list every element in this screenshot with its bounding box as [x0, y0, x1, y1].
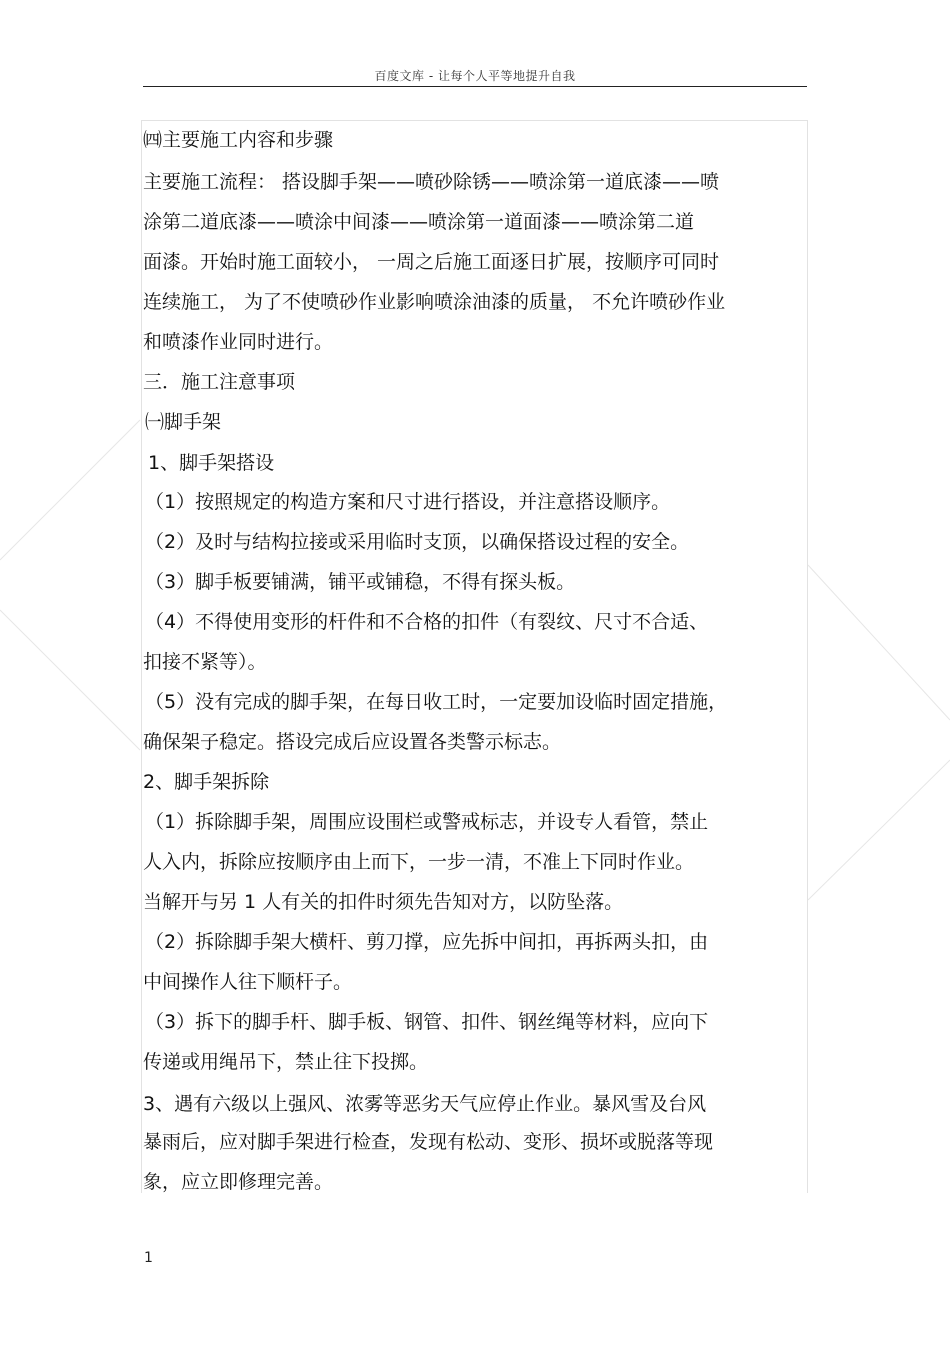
- list-item: （3）拆下的脚手杆、脚手板、钢管、扣件、钢丝绳等材料，应向下: [145, 1011, 709, 1033]
- paragraph-line: 象，应立即修理完善。: [143, 1171, 334, 1193]
- page-header: 百度文库 - 让每个人平等地提升自我: [374, 69, 576, 83]
- list-item: （3）脚手板要铺满，铺平或铺稳，不得有探头板。: [145, 571, 576, 593]
- list-item-continuation: 扣接不紧等）。: [143, 651, 267, 673]
- list-item-continuation: 人入内，拆除应按顺序由上而下，一步一清，不准上下同时作业。: [143, 851, 695, 873]
- list-item-continuation: 传递或用绳吊下，禁止往下投掷。: [143, 1051, 429, 1073]
- list-item: （2）及时与结构拉接或采用临时支顶，以确保搭设过程的安全。: [145, 531, 690, 553]
- page-number: 1: [144, 1250, 153, 1266]
- section-heading-precautions: 三．施工注意事项: [143, 371, 296, 393]
- item-heading-scaffold-removal: 2、脚手架拆除: [143, 771, 270, 793]
- paragraph-line: 涂第二道底漆——喷涂中间漆——喷涂第一道面漆——喷涂第二道: [143, 211, 695, 233]
- list-item: （1）按照规定的构造方案和尺寸进行搭设，并注意搭设顺序。: [145, 491, 671, 513]
- paragraph-line: 连续施工， 为了不使喷砂作业影响喷涂油漆的质量， 不允许喷砂作业: [143, 291, 726, 313]
- watermark-line-left-upper: [0, 420, 140, 560]
- paragraph-line: 和喷漆作业同时进行。: [143, 331, 334, 353]
- list-item-continuation: 当解开与另 1 人有关的扣件时须先告知对方，以防坠落。: [143, 891, 624, 913]
- item-heading-severe-weather: 3、遇有六级以上强风、浓雾等恶劣天气应停止作业。暴风雪及台风: [143, 1093, 707, 1115]
- watermark-line-left-lower: [0, 610, 140, 750]
- paragraph-line: 主要施工流程： 搭设脚手架——喷砂除锈——喷涂第一道底漆——喷: [143, 171, 720, 193]
- paragraph-line: 面漆。开始时施工面较小， 一周之后施工面逐日扩展，按顺序可同时: [143, 251, 720, 273]
- list-item-continuation: 确保架子稳定。搭设完成后应设置各类警示标志。: [143, 731, 562, 753]
- watermark-line-right-upper: [808, 565, 950, 720]
- paragraph-line: 暴雨后，应对脚手架进行检查，发现有松动、变形、损坏或脱落等现: [143, 1131, 714, 1153]
- header-divider: [143, 86, 807, 87]
- list-item: （2）拆除脚手架大横杆、剪刀撑，应先拆中间扣，再拆两头扣，由: [145, 931, 709, 953]
- list-item: （1）拆除脚手架，周围应设围栏或警戒标志，并设专人看管，禁止: [145, 811, 709, 833]
- subsection-heading-scaffold: ㈠脚手架: [145, 411, 222, 433]
- list-item-continuation: 中间操作人往下顺杆子。: [143, 971, 353, 993]
- section-heading-main-content: ㈣主要施工内容和步骤: [143, 129, 334, 151]
- item-heading-scaffold-erection: 1、脚手架搭设: [148, 452, 275, 474]
- watermark-line-right-lower: [808, 760, 950, 900]
- list-item: （4）不得使用变形的杆件和不合格的扣件（有裂纹、尺寸不合适、: [145, 611, 709, 633]
- list-item: （5）没有完成的脚手架，在每日收工时，一定要加设临时固定措施，: [145, 691, 728, 713]
